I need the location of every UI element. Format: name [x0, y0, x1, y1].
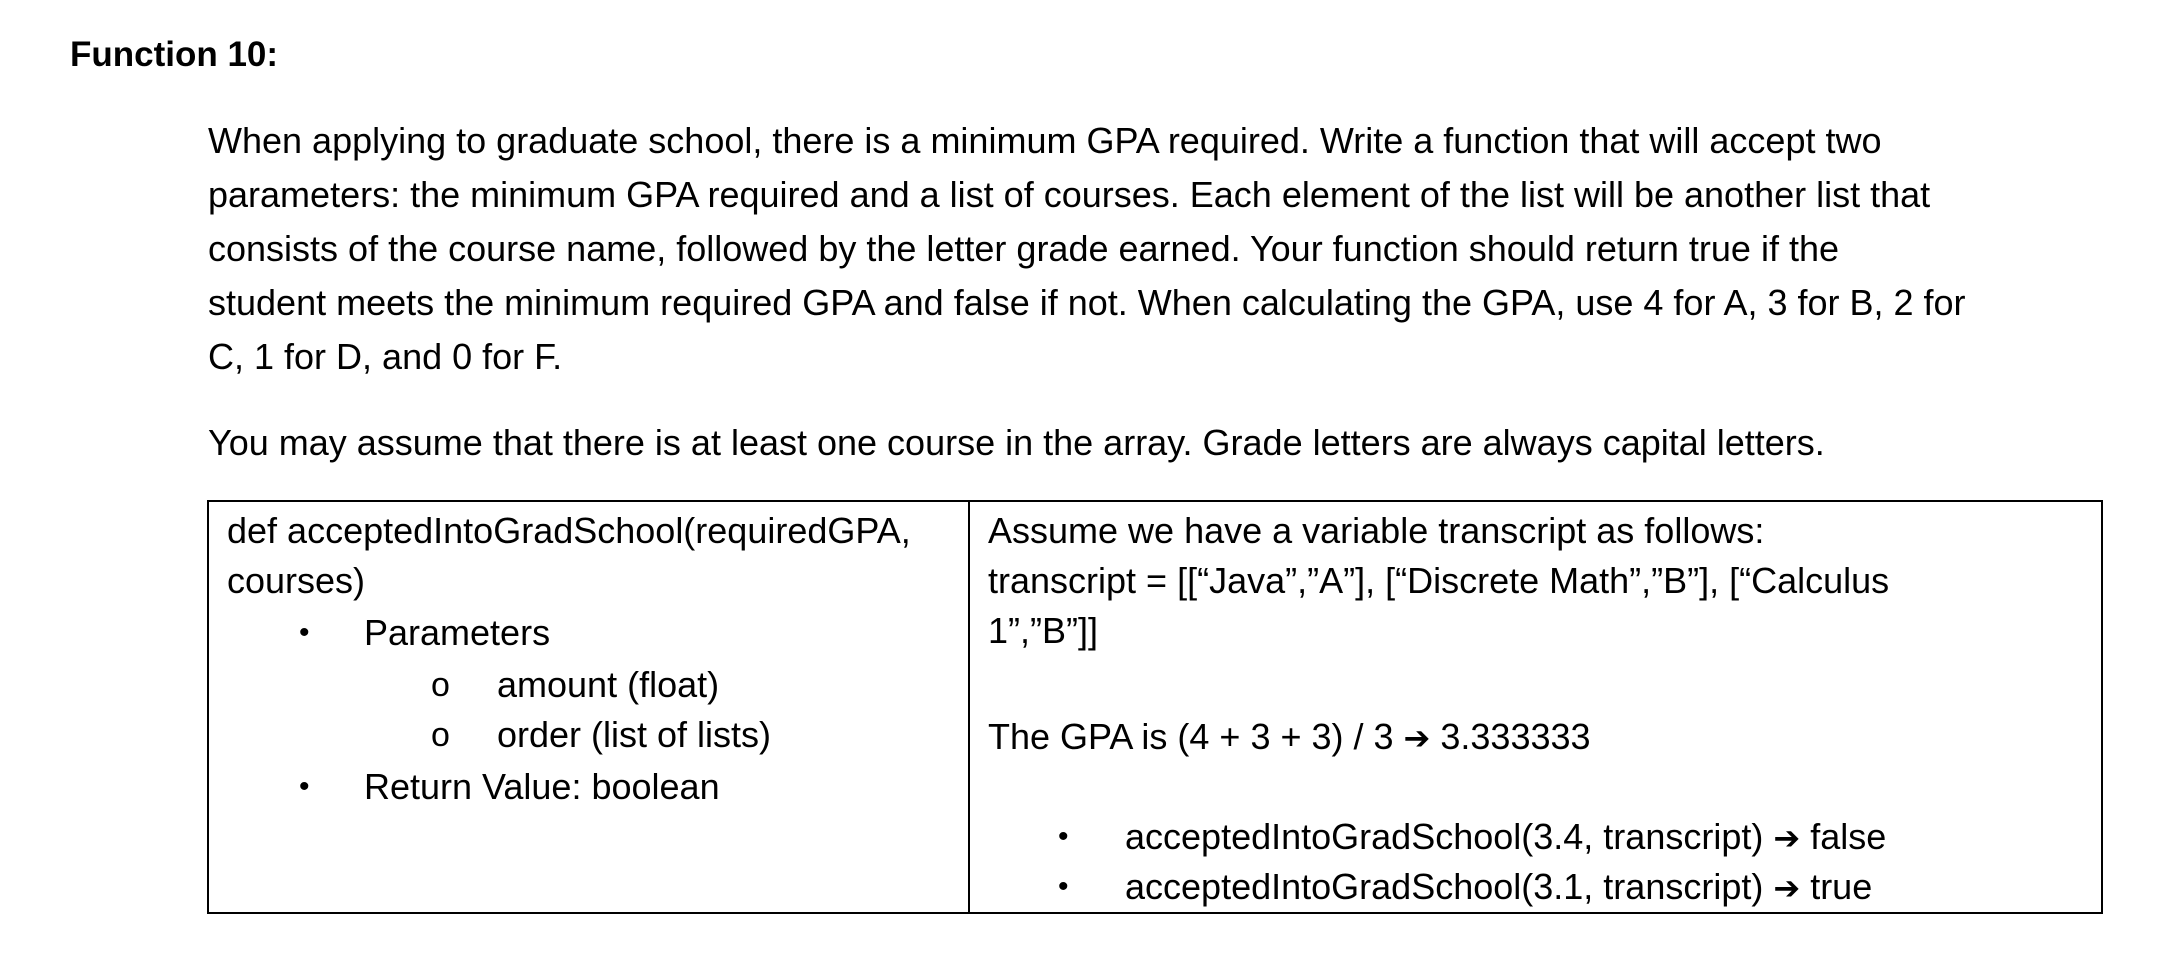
example-call: [1125, 862, 1872, 913]
bullet-icon: •: [1058, 820, 1069, 853]
example-cell: [970, 502, 2101, 912]
transcript-line: transcript = [[“Java”,”A”], [“Discrete Math”,”B”], [“Calculus: [988, 560, 1890, 601]
example-call: [1125, 812, 1886, 863]
parameters-label: Parameters: [364, 612, 551, 653]
description-line: C, 1 for D, and 0 for F.: [208, 336, 563, 377]
description-line: parameters: the minimum GPA required and a list of courses. Each element of the list will be another list that: [208, 174, 1931, 215]
gpa-text: The GPA is (4 + 3 + 3) / 3: [988, 716, 1394, 757]
example-intro: Assume we have a variable transcript as follows:: [988, 510, 1765, 551]
signature-line: def acceptedIntoGradSchool(requiredGPA,: [227, 510, 911, 551]
circle-bullet-icon: o: [431, 666, 450, 704]
description-line: When applying to graduate school, there is a minimum GPA required. Write a function that will accept two: [208, 120, 1882, 161]
transcript-line: 1”,”B”]]: [988, 610, 1099, 651]
call-result: false: [1810, 816, 1887, 857]
call-expression: acceptedIntoGradSchool(3.1, transcript): [1125, 866, 1764, 907]
bullet-icon: •: [1058, 870, 1069, 903]
function-heading: Function 10:: [70, 35, 279, 74]
function-spec-table: [207, 500, 2103, 914]
right-arrow-icon: ➔: [1773, 819, 1801, 857]
bullet-icon: •: [299, 770, 310, 803]
call-expression: acceptedIntoGradSchool(3.4, transcript): [1125, 816, 1764, 857]
return-value-label: Return Value: boolean: [364, 766, 720, 807]
description-line: consists of the course name, followed by the letter grade earned. Your function should return true if the: [208, 228, 1839, 269]
signature-cell: [209, 502, 970, 912]
assumption-note: You may assume that there is at least one course in the array. Grade letters are always capital letters.: [208, 422, 1825, 463]
right-arrow-icon: ➔: [1773, 869, 1801, 907]
signature-line: courses): [227, 560, 366, 601]
call-result: true: [1810, 866, 1873, 907]
parameter-item: order (list of lists): [497, 714, 772, 755]
bullet-icon: •: [299, 616, 310, 649]
parameter-item: amount (float): [497, 664, 720, 705]
right-arrow-icon: ➔: [1403, 719, 1431, 757]
problem-description: [208, 114, 2108, 384]
circle-bullet-icon: o: [431, 716, 450, 754]
gpa-value: 3.333333: [1440, 716, 1591, 757]
gpa-calculation: [988, 712, 1591, 763]
description-line: student meets the minimum required GPA and false if not. When calculating the GPA, use 4 for A, 3 for B, 2 for: [208, 282, 1966, 323]
